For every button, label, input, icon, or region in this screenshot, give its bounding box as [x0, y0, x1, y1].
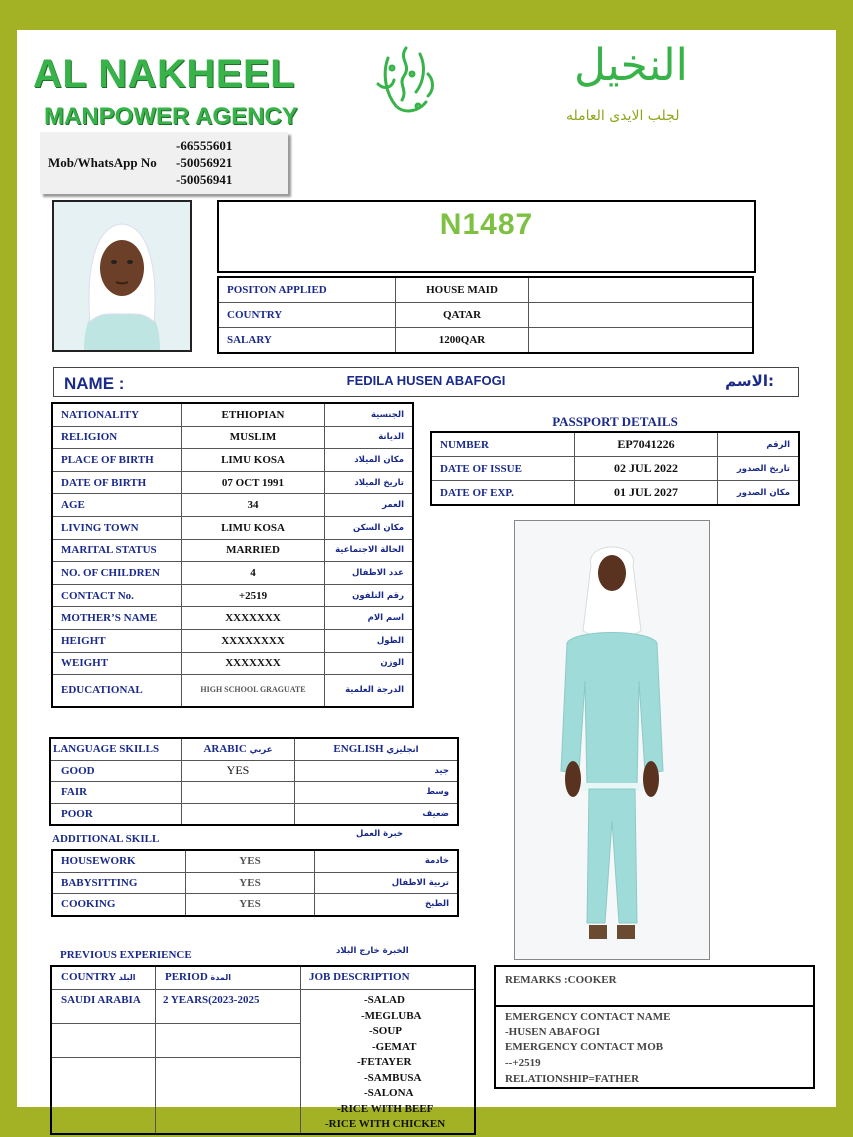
candidate-name: FEDILA HUSEN ABAFOGI: [346, 373, 506, 388]
experience-table: [50, 965, 476, 1135]
table-row: [431, 481, 799, 506]
table-row: [50, 803, 458, 825]
portrait-photo: [52, 200, 192, 352]
row-label: WEIGHT: [52, 652, 182, 675]
row-arabic: عدد الاطفال: [325, 562, 414, 585]
row-arabic: الطول: [325, 629, 414, 652]
position-table: [217, 276, 754, 354]
level-arabic: جيد: [295, 760, 459, 782]
table-row: [52, 652, 413, 675]
level-arabic: ضعيف: [295, 803, 459, 825]
row-value: XXXXXXX: [182, 652, 325, 675]
row-label: HEIGHT: [52, 629, 182, 652]
period-header-en: PERIOD: [165, 971, 208, 983]
table-row: [52, 872, 458, 894]
period-header-ar: المدة: [210, 973, 231, 982]
job-header: JOB DESCRIPTION: [309, 971, 410, 983]
emergency-contact-title: EMERGENCY CONTACT NAME: [505, 1011, 671, 1023]
experience-country: SAUDI ARABIA: [61, 994, 141, 1006]
previous-experience-title: PREVIOUS EXPERIENCE: [60, 949, 192, 961]
skill-label: BABYSITTING: [52, 872, 186, 894]
name-bar: [53, 367, 799, 397]
row-arabic: الديانة: [325, 426, 414, 449]
arabic-brand-title: النخيل: [574, 40, 688, 91]
table-row: [50, 782, 458, 804]
list-item: -RICE WITH CHICKEN: [325, 1118, 446, 1130]
row-arabic: الحالة الاجتماعية: [325, 539, 414, 562]
phone-box: [40, 132, 288, 194]
relationship: RELATIONSHIP=FATHER: [505, 1073, 640, 1085]
table-row: [52, 894, 458, 916]
row-label: AGE: [52, 494, 182, 517]
table-row: [52, 539, 413, 562]
row-value: +2519: [182, 584, 325, 607]
row-value: EP7041226: [575, 432, 718, 457]
experience-period: 2 YEARS(2023-2025: [163, 994, 260, 1006]
remarks-header: [496, 967, 813, 1007]
remarks-text: REMARKS :COOKER: [505, 974, 617, 986]
language-skills-label: LANGUAGE SKILLS: [50, 738, 182, 760]
row-arabic: تاريخ الميلاد: [325, 471, 414, 494]
row-label: NATIONALITY: [52, 403, 182, 426]
table-row: [218, 328, 753, 354]
table-row: [52, 850, 458, 872]
brand-name: AL NAKHEEL: [33, 52, 296, 96]
passport-title: PASSPORT DETAILS: [552, 414, 678, 429]
table-row: [218, 277, 753, 303]
additional-skill-arabic: خبرة العمل: [356, 829, 404, 839]
column-divider: [155, 967, 156, 1133]
row-label: CONTACT No.: [52, 584, 182, 607]
row-arabic: الرقم: [718, 432, 800, 457]
row-value: XXXXXXXX: [182, 629, 325, 652]
phone-label: Mob/WhatsApp No: [48, 155, 157, 170]
row-value: 01 JUL 2027: [575, 481, 718, 506]
row-divider: [52, 1057, 300, 1058]
phone-number: -50056921: [176, 155, 233, 170]
arabic-column-ar: عربي: [249, 745, 273, 756]
personal-details-table: [51, 402, 414, 708]
list-item: -SALAD: [364, 994, 405, 1006]
row-divider: [52, 1023, 300, 1024]
table-row: [52, 403, 413, 426]
row-label: DATE OF BIRTH: [52, 471, 182, 494]
level-label: GOOD: [50, 760, 182, 782]
level-label: FAIR: [50, 782, 182, 804]
country-label: COUNTRY: [218, 303, 396, 328]
calligraphy-logo-icon: [368, 44, 444, 120]
row-label: RELIGION: [52, 426, 182, 449]
row-label: DATE OF EXP.: [431, 481, 575, 506]
period-header: [165, 971, 231, 983]
row-label: NUMBER: [431, 432, 575, 457]
table-row: [50, 760, 458, 782]
reference-code: N1487: [439, 208, 534, 241]
arabic-level: [182, 803, 295, 825]
list-item: -GEMAT: [372, 1040, 417, 1053]
row-value: MARRIED: [182, 539, 325, 562]
name-label: NAME :: [64, 374, 125, 393]
english-column-header: [295, 738, 459, 760]
arabic-level: YES: [182, 760, 295, 782]
emergency-mob-label: EMERGENCY CONTACT MOB: [505, 1041, 664, 1053]
table-row: [52, 471, 413, 494]
row-value: 02 JUL 2022: [575, 457, 718, 481]
row-arabic: الجنسية: [325, 403, 414, 426]
skill-label: HOUSEWORK: [52, 850, 186, 872]
table-row: [52, 426, 413, 449]
row-arabic: العمر: [325, 494, 414, 517]
arabic-brand-subtitle: لجلب الايدى العامله: [566, 108, 680, 124]
row-value: 4: [182, 562, 325, 585]
passport-table: [430, 431, 800, 506]
country-header-ar: البلد: [118, 973, 136, 982]
table-row: [52, 516, 413, 539]
row-label: DATE OF ISSUE: [431, 457, 575, 481]
position-label: POSITON APPLIED: [218, 277, 396, 303]
row-arabic: الدرجة العلمية: [325, 675, 414, 707]
arabic-column-header: [182, 738, 295, 760]
row-arabic: رقم التلفون: [325, 584, 414, 607]
english-column-en: ENGLISH: [333, 743, 384, 756]
salary-label: SALARY: [218, 328, 396, 354]
row-arabic: تاريخ الصدور: [718, 457, 800, 481]
empty-cell: [529, 328, 754, 354]
list-item: -RICE WITH BEEF: [337, 1102, 434, 1115]
english-column-ar: انجليزي: [386, 745, 419, 756]
row-value: 07 OCT 1991: [182, 471, 325, 494]
row-value: LIMU KOSA: [182, 516, 325, 539]
portrait-image: [54, 202, 190, 350]
arabic-column-en: ARABIC: [203, 743, 247, 756]
additional-skills-table: [51, 849, 459, 917]
position-value: HOUSE MAID: [396, 277, 529, 303]
country-value: QATAR: [396, 303, 529, 328]
list-item: -SAMBUSA: [364, 1071, 422, 1084]
table-row: [52, 562, 413, 585]
arabic-name-label: الاسم:: [725, 372, 774, 390]
phone-number: -66555601: [176, 138, 233, 153]
table-row: [52, 629, 413, 652]
skill-value: YES: [186, 894, 315, 916]
list-item: -MEGLUBA: [361, 1009, 422, 1022]
table-row: [52, 584, 413, 607]
table-row: [52, 675, 413, 707]
emergency-mob: --+2519: [505, 1057, 541, 1069]
country-header-en: COUNTRY: [61, 971, 116, 983]
table-row: [52, 494, 413, 517]
emergency-contact-name: -HUSEN ABAFOGI: [505, 1026, 601, 1038]
additional-skill-title: ADDITIONAL SKILL: [52, 833, 160, 845]
arabic-level: [182, 782, 295, 804]
list-item: -FETAYER: [357, 1056, 412, 1068]
phone-number: -50056941: [176, 172, 233, 187]
skill-arabic: خادمة: [315, 850, 459, 872]
row-label: MOTHER’S NAME: [52, 607, 182, 630]
table-row: [50, 738, 458, 760]
row-arabic: مكان الصدور: [718, 481, 800, 506]
row-arabic: الوزن: [325, 652, 414, 675]
row-value: HIGH SCHOOL GRAGUATE: [182, 675, 325, 707]
previous-experience-arabic: الخبرة خارج البلاد: [336, 946, 409, 956]
row-arabic: مكان الميلاد: [325, 449, 414, 472]
skill-arabic: الطبخ: [315, 894, 459, 916]
language-skills-table: [49, 737, 459, 826]
skill-arabic: تربية الاطفال: [315, 872, 459, 894]
row-label: LIVING TOWN: [52, 516, 182, 539]
row-arabic: مكان السكن: [325, 516, 414, 539]
list-item: -SOUP: [369, 1025, 402, 1037]
row-divider: [52, 989, 474, 990]
row-label: NO. OF CHILDREN: [52, 562, 182, 585]
skill-value: YES: [186, 850, 315, 872]
empty-cell: [529, 277, 754, 303]
country-header: [61, 971, 135, 983]
list-item: -SALONA: [364, 1087, 414, 1099]
level-arabic: وسط: [295, 782, 459, 804]
row-label: MARITAL STATUS: [52, 539, 182, 562]
salary-value: 1200QAR: [396, 328, 529, 354]
skill-value: YES: [186, 872, 315, 894]
row-value: 34: [182, 494, 325, 517]
table-row: [431, 432, 799, 457]
skill-label: COOKING: [52, 894, 186, 916]
row-value: XXXXXXX: [182, 607, 325, 630]
table-row: [431, 457, 799, 481]
row-value: LIMU KOSA: [182, 449, 325, 472]
row-label: EDUCATIONAL: [52, 675, 182, 707]
empty-cell: [529, 303, 754, 328]
row-label: PLACE OF BIRTH: [52, 449, 182, 472]
table-row: [52, 607, 413, 630]
remarks-box: [494, 965, 815, 1089]
table-row: [52, 449, 413, 472]
level-label: POOR: [50, 803, 182, 825]
full-length-image: [515, 521, 709, 959]
full-length-photo: [514, 520, 710, 960]
row-value: ETHIOPIAN: [182, 403, 325, 426]
brand-subtitle: MANPOWER AGENCY: [44, 103, 298, 130]
row-arabic: اسم الام: [325, 607, 414, 630]
reference-box: [217, 200, 756, 273]
job-list: [300, 993, 470, 1133]
row-value: MUSLIM: [182, 426, 325, 449]
table-row: [218, 303, 753, 328]
